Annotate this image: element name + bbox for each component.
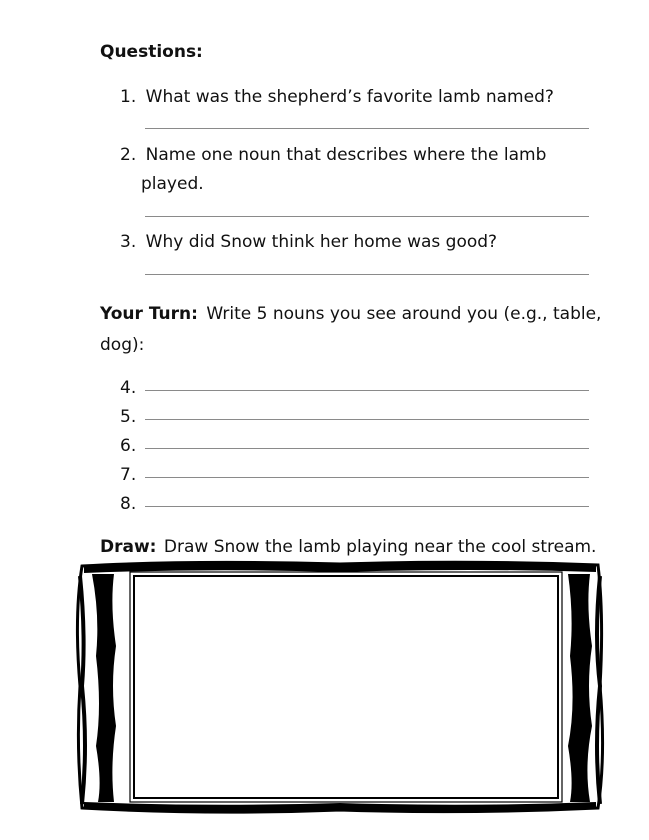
noun-number-5: 5. xyxy=(120,407,137,427)
drawing-box-frame[interactable] xyxy=(70,556,610,818)
your-turn-text-line2: dog): xyxy=(100,335,145,355)
answer-line-3[interactable] xyxy=(145,274,589,275)
question-2-number: 2. xyxy=(120,145,137,165)
question-2 xyxy=(120,141,546,170)
answer-line-2[interactable] xyxy=(145,216,589,217)
draw-text: Draw Snow the lamb playing near the cool stream. xyxy=(163,537,597,557)
your-turn-instruction xyxy=(100,300,601,329)
question-1-text: What was the shepherd’s favorite lamb named? xyxy=(145,87,554,107)
noun-number-8: 8. xyxy=(120,494,137,514)
noun-line-8[interactable] xyxy=(145,506,589,507)
your-turn-label: Your Turn: xyxy=(100,304,198,324)
answer-line-1[interactable] xyxy=(145,128,589,129)
question-2-text-line2: played. xyxy=(141,174,204,194)
noun-number-4: 4. xyxy=(120,378,137,398)
frame-left-stripe xyxy=(92,574,116,802)
frame-right-edge xyxy=(597,576,600,804)
noun-number-6: 6. xyxy=(120,436,137,456)
noun-number-7: 7. xyxy=(120,465,137,485)
noun-line-5[interactable] xyxy=(145,419,589,420)
question-1 xyxy=(120,83,554,112)
question-3 xyxy=(120,228,497,257)
question-3-number: 3. xyxy=(120,232,137,252)
noun-line-4[interactable] xyxy=(145,390,589,391)
draw-label: Draw: xyxy=(100,537,157,557)
questions-heading: Questions: xyxy=(100,42,203,62)
question-1-number: 1. xyxy=(120,87,137,107)
your-turn-text-line1: Write 5 nouns you see around you (e.g., table, xyxy=(206,304,602,324)
frame-left-edge xyxy=(80,576,85,804)
frame-inner-box xyxy=(134,576,558,798)
question-3-text: Why did Snow think her home was good? xyxy=(145,232,498,252)
noun-line-7[interactable] xyxy=(145,477,589,478)
question-2-text-line1: Name one noun that describes where the lamb xyxy=(145,145,547,165)
noun-line-6[interactable] xyxy=(145,448,589,449)
frame-right-stripe xyxy=(568,574,592,802)
